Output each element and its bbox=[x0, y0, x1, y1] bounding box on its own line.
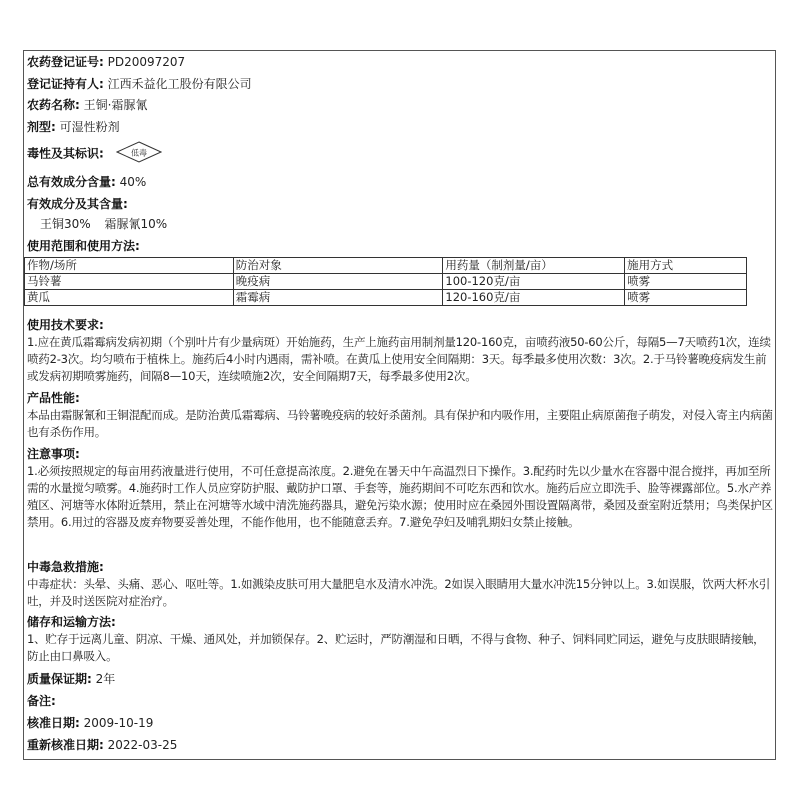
total-content-label: 总有效成分含量: bbox=[27, 175, 116, 189]
registration-number-label: 农药登记证号: bbox=[27, 55, 104, 69]
holder-row bbox=[27, 76, 252, 92]
warranty-row bbox=[27, 671, 115, 687]
storage-text: 1、贮存于远离儿童、阴凉、干燥、通风处，并加锁保存。2、贮运时，严防潮湿和日晒，不得与食物、种子、饲料同贮同运，避免与皮肤眼睛接触，防止由口鼻吸入。 bbox=[27, 632, 765, 663]
table-cell: 120-160克/亩 bbox=[443, 290, 625, 306]
warranty-label: 质量保证期: bbox=[27, 672, 92, 686]
approval-date-value: 2009-10-19 bbox=[83, 716, 154, 730]
registration-number-row bbox=[27, 54, 185, 70]
table-cell: 马铃薯 bbox=[25, 274, 234, 290]
performance-text: 本品由霜脲氰和王铜混配而成。是防治黄瓜霜霉病、马铃薯晚疫病的较好杀菌剂。具有保护和内吸作用，主要阻止病原菌孢子萌发，对侵入寄主内病菌也有杀伤作用。 bbox=[27, 408, 773, 439]
formulation-label: 剂型: bbox=[27, 120, 56, 134]
pesticide-name-label: 农药名称: bbox=[27, 98, 80, 112]
toxicity-row bbox=[27, 141, 162, 167]
table-cell: 喷雾 bbox=[625, 274, 747, 290]
total-content-row bbox=[27, 174, 146, 190]
performance-heading: 产品性能: bbox=[27, 391, 80, 405]
toxicity-label: 毒性及其标识: bbox=[27, 146, 104, 161]
remarks-label: 备注: bbox=[27, 694, 56, 708]
table-row bbox=[25, 290, 747, 306]
low-toxicity-diamond-icon bbox=[116, 141, 162, 167]
registration-number-value: PD20097207 bbox=[107, 55, 186, 69]
table-header-row bbox=[25, 258, 747, 274]
table-header-cell: 作物/场所 bbox=[25, 258, 234, 274]
first-aid-heading: 中毒急救措施: bbox=[27, 560, 104, 574]
reapproval-date-row bbox=[27, 737, 177, 753]
table-cell: 晚疫病 bbox=[233, 274, 443, 290]
table-header-cell: 防治对象 bbox=[233, 258, 443, 274]
table-header-cell: 施用方式 bbox=[625, 258, 747, 274]
table-cell: 霜霉病 bbox=[233, 290, 443, 306]
warranty-value: 2年 bbox=[95, 672, 116, 686]
table-cell: 黄瓜 bbox=[25, 290, 234, 306]
ingredients-heading: 有效成分及其含量: bbox=[27, 197, 128, 211]
table-header-cell: 用药量（制剂量/亩） bbox=[443, 258, 625, 274]
pesticide-name-row bbox=[27, 97, 147, 113]
tech-text: 1.应在黄瓜霜霉病发病初期（个别叶片有少量病斑）开始施药，生产上施药亩用制剂量120-160克，亩喷药液50-60公斤，每隔5—7天喷药1次，连续喷药2-3次。均匀喷布于植株上。施药后4小时内遇雨，需补喷。在黄瓜上使用安全间隔期：3天。每季最多使用次数：3次。2.于马铃薯晚疫病发生前或发病初期喷雾施药，间隔8—10天，连续喷施2次，安全间隔期7天，每季最多使用2次。 bbox=[27, 335, 771, 383]
ingredient-item: 霜脲氰10% bbox=[104, 217, 168, 231]
label-document bbox=[23, 50, 776, 760]
tech-heading: 使用技术要求: bbox=[27, 318, 104, 332]
reapproval-date-value: 2022-03-25 bbox=[107, 738, 178, 752]
table-cell: 喷雾 bbox=[625, 290, 747, 306]
total-content-value: 40% bbox=[119, 175, 147, 189]
usage-table bbox=[24, 257, 747, 306]
precautions-text: 1.必须按照规定的每亩用药液量进行使用，不可任意提高浓度。2.避免在暑天中午高温烈日下操作。3.配药时先以少量水在容器中混合搅拌，再加至所需的水量搅匀喷雾。4.施药时工作人员应穿防护服、戴防护口罩、手套等，施药期间不可吃东西和饮水。施药后应立即洗手、脸等裸露部位。5.水产养殖区、河塘等水体附近禁用，禁止在河塘等水域中清洗施药器具，避免污染水源；使用时应在桑园外围设置隔离带，桑园及蚕室附近禁用；鸟类保护区禁用。6.用过的容器及废弃物要妥善处理，不能作他用，也不能随意丢弃。7.避免孕妇及哺乳期妇女禁止接触。 bbox=[27, 464, 773, 529]
ingredients-list bbox=[40, 216, 167, 232]
first-aid-text: 中毒症状：头晕、头痛、恶心、呕吐等。1.如溅染皮肤可用大量肥皂水及清水冲洗。2如误入眼睛用大量水冲洗15分钟以上。3.如误服，饮两大杯水引吐，并及时送医院对症治疗。 bbox=[27, 577, 771, 608]
ingredient-item: 王铜30% bbox=[40, 217, 91, 231]
formulation-value: 可湿性粉剂 bbox=[59, 120, 120, 134]
precautions-heading: 注意事项: bbox=[27, 447, 80, 461]
approval-date-label: 核准日期: bbox=[27, 716, 80, 730]
approval-date-row bbox=[27, 715, 153, 731]
reapproval-date-label: 重新核准日期: bbox=[27, 738, 104, 752]
svg-text:低毒: 低毒 bbox=[130, 148, 147, 158]
usage-scope-heading: 使用范围和使用方法: bbox=[27, 239, 140, 253]
pesticide-name-value: 王铜·霜脲氰 bbox=[83, 98, 148, 112]
holder-label: 登记证持有人: bbox=[27, 77, 104, 91]
table-cell: 100-120克/亩 bbox=[443, 274, 625, 290]
remarks-row bbox=[27, 693, 56, 709]
table-row bbox=[25, 274, 747, 290]
formulation-row bbox=[27, 119, 120, 135]
holder-value: 江西禾益化工股份有限公司 bbox=[107, 77, 252, 91]
storage-heading: 储存和运输方法: bbox=[27, 615, 116, 629]
